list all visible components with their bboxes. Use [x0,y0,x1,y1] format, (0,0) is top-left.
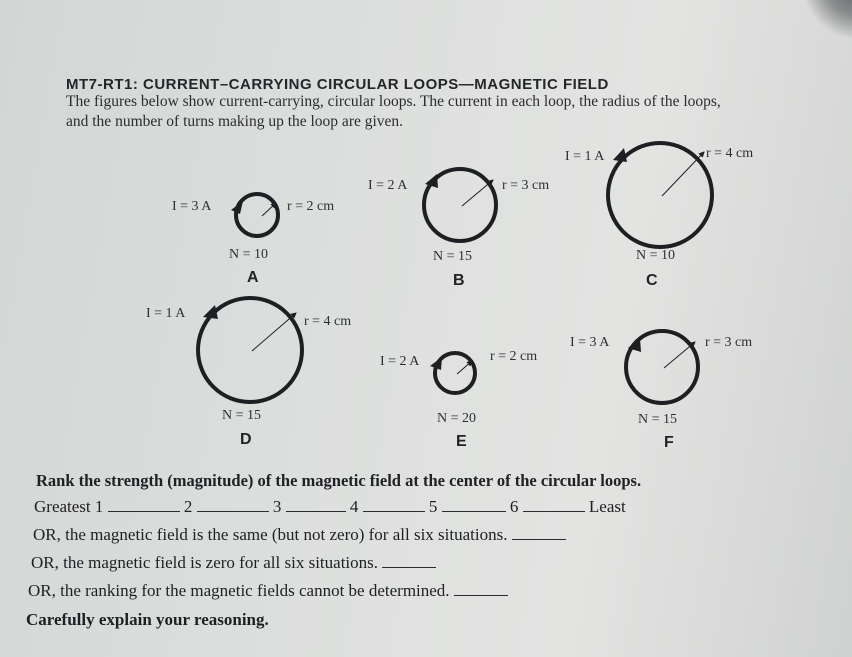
loop-c-letter: C [646,272,658,289]
loop-f-letter: F [664,434,674,451]
loop-c-turns: N = 10 [636,248,676,263]
option-cannot [28,581,508,601]
rank-blank-1[interactable] [108,497,180,512]
loop-f [626,331,698,403]
rank-number-4: 4 [349,497,359,516]
loop-a [231,194,278,236]
loop-e [430,353,475,393]
loop-a-turns: N = 10 [229,247,269,262]
rank-number-2: 2 [183,497,193,516]
intro-line-2: and the number of turns making up the loop are given. [66,113,404,130]
option-zero-text: OR, the magnetic field is zero for all six situations. [31,553,379,572]
rank-blank-4[interactable] [363,497,425,512]
rank-blank-3[interactable] [286,497,346,512]
option-zero-blank[interactable] [382,553,436,568]
greatest-label: Greatest 1 [34,497,104,516]
loop-a-current: I = 3 A [172,199,212,214]
loop-e-letter: E [456,433,467,450]
option-cannot-text: OR, the ranking for the magnetic fields cannot be determined. [28,581,450,600]
rank-blank-5[interactable] [442,497,506,512]
least-label: Least [588,497,626,516]
intro-line-1: The figures below show current-carrying, circular loops. The current in each loop, the radius of the loops, [66,93,721,110]
loop-b-radius: r = 3 cm [502,178,550,193]
loop-d [198,298,302,402]
loop-f-turns: N = 15 [638,412,678,427]
rank-number-6: 6 [509,497,519,516]
loop-d-current: I = 1 A [146,306,186,321]
loop-e-radius: r = 2 cm [490,349,538,364]
option-same-blank[interactable] [512,525,566,540]
rank-prompt: Rank the strength (magnitude) of the magnetic field at the center of the circular loops. [36,471,642,490]
loop-e-current: I = 2 A [380,354,420,369]
rank-blank-2[interactable] [197,497,269,512]
loop-b-turns: N = 15 [433,249,473,264]
loop-c-radius: r = 4 cm [706,146,754,161]
loop-e-turns: N = 20 [437,411,477,426]
rank-number-3: 3 [272,497,282,516]
option-cannot-blank[interactable] [454,581,508,596]
loop-f-current: I = 3 A [570,335,610,350]
loop-f-radius: r = 3 cm [705,335,753,350]
loop-b-current: I = 2 A [368,178,408,193]
option-same [33,525,566,545]
worksheet-title: MT7-RT1: CURRENT–CARRYING CIRCULAR LOOPS—MAGNETIC FIELD [66,76,609,93]
loop-d-letter: D [240,431,252,448]
option-zero [31,553,436,573]
loop-b-letter: B [453,272,465,289]
loop-d-radius: r = 4 cm [304,314,352,329]
loop-a-radius: r = 2 cm [287,199,335,214]
ranking-line [34,497,626,517]
option-same-text: OR, the magnetic field is the same (but not zero) for all six situations. [33,525,508,544]
loop-a-letter: A [247,269,259,286]
rank-blank-6[interactable] [523,497,585,512]
rank-number-5: 5 [428,497,438,516]
explain-reasoning: Carefully explain your reasoning. [26,610,269,629]
loop-c-current: I = 1 A [565,149,605,164]
loop-c [608,143,712,247]
loop-b [424,169,496,241]
loop-d-turns: N = 15 [222,408,262,423]
